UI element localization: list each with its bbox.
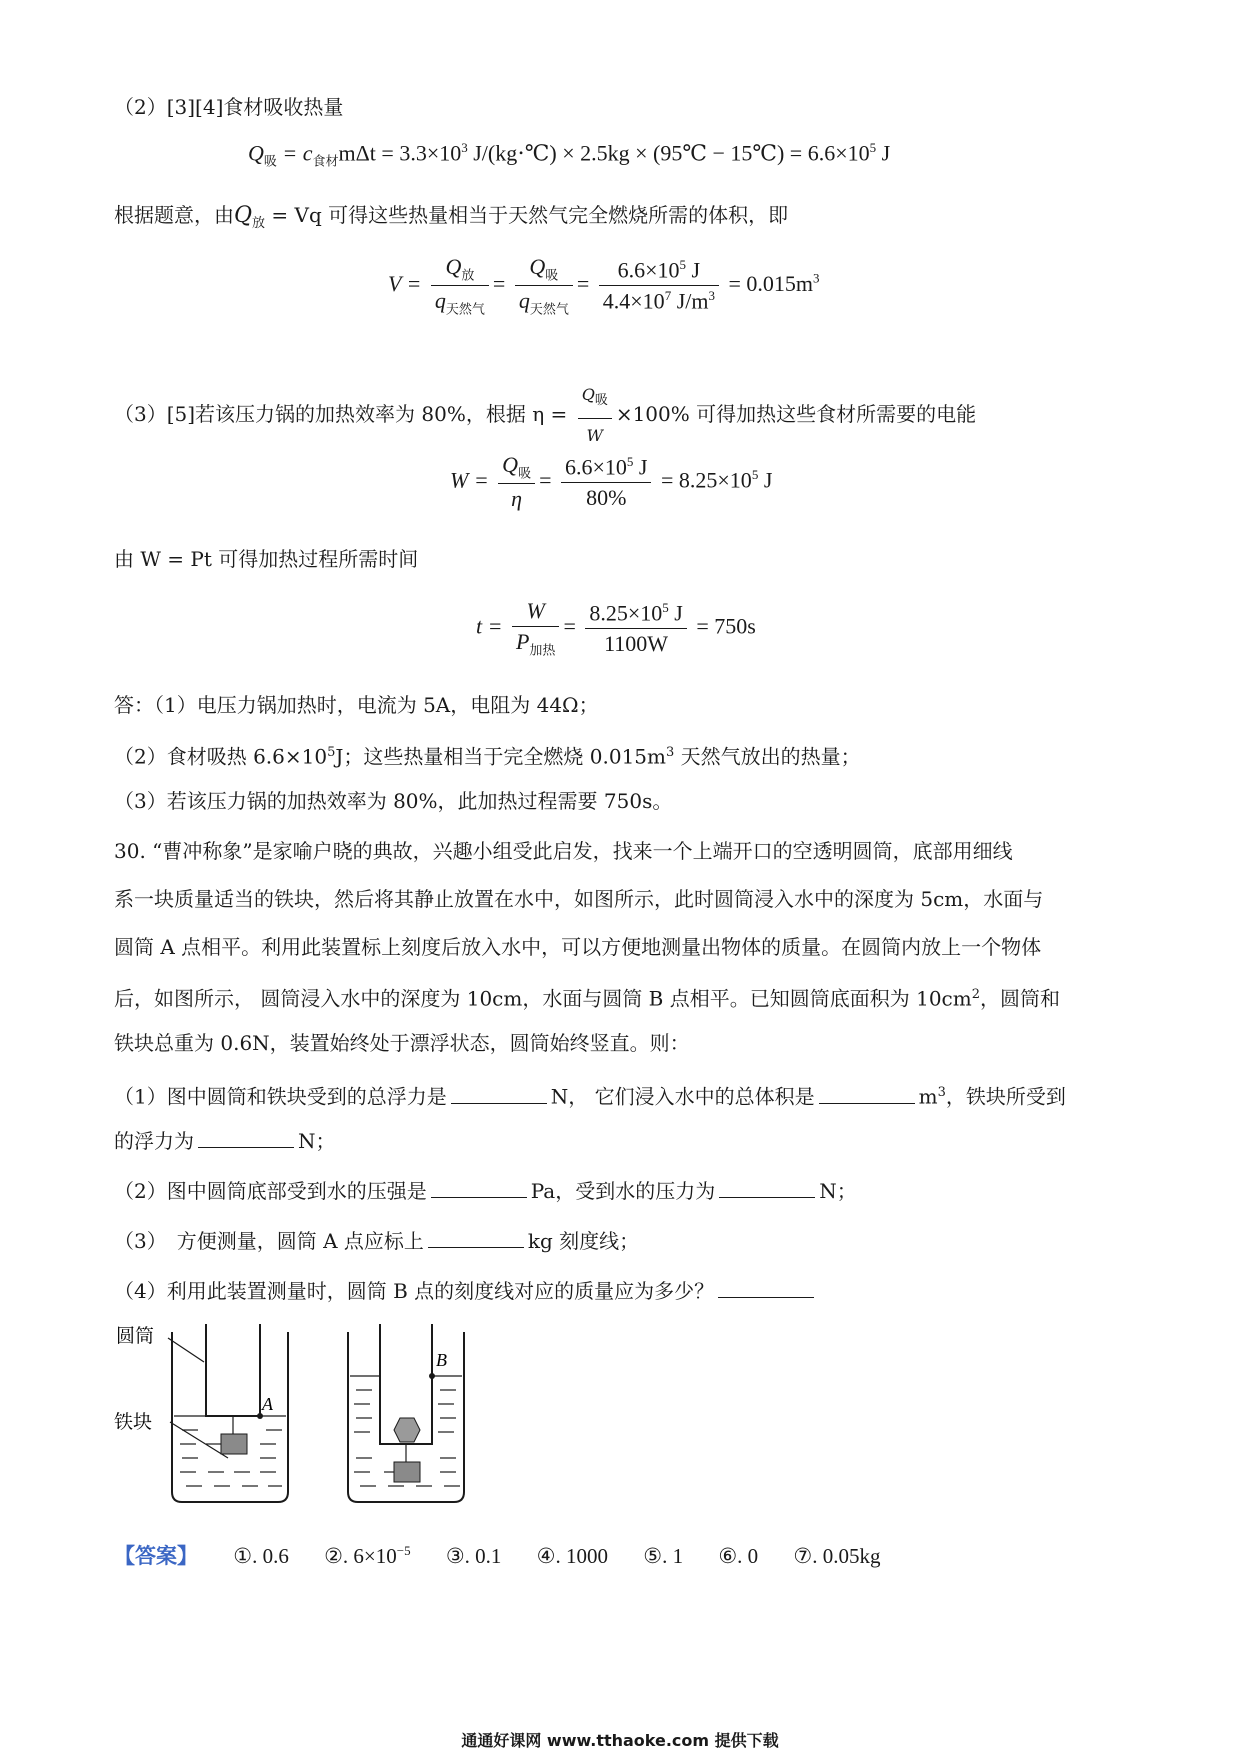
fraction-numeric-time: $\frac{8.25\times 10^5 J}{1100W}$ <box>585 600 686 657</box>
page-footer: 通通好课网 www.tthaoke.com 提供下载 <box>461 1731 779 1750</box>
answer-item-7: ⑦. 0.05kg <box>793 1544 881 1568</box>
answer-blank <box>718 1277 814 1298</box>
solution-3-text: （3）[5]若该压力锅的加热效率为 80%，根据 η = $\frac{Q_吸}{W}$ ×100% 可得加热这些食材所需要的电能 <box>114 380 976 451</box>
question-30-part-3: （3） 方便测量，圆筒 A 点应标上 kg 刻度线； <box>114 1229 640 1253</box>
formula-heating-time: t = $\frac{W}{P_{加热}}$ = $\frac{8.25\times 10^5 J}{1100W}$ = 750s <box>476 598 756 658</box>
answer-item-6: ⑥. 0 <box>718 1544 759 1568</box>
point-b <box>429 1373 435 1379</box>
question-30-line-3: 圆筒 A 点相平。利用此装置标上刻度后放入水中，可以方便地测量出物体的质量。在圆筒内放上一个物体 <box>114 935 1042 959</box>
question-30-line-2: 系一块质量适当的铁块，然后将其静止放置在水中，如图所示，此时圆筒浸入水中的深度为 5cm，水面与 <box>114 887 1044 911</box>
solution-2-intro: （2）[3][4]食材吸收热量 <box>114 95 344 119</box>
fraction-numeric-energy: $\frac{6.6\times 10^5 J}{80\%}$ <box>561 454 651 511</box>
iron-block-2 <box>394 1462 420 1482</box>
answer-blank <box>428 1227 524 1248</box>
answer-blank <box>198 1127 294 1148</box>
answer-line-1: 答：（1）电压力锅加热时，电流为 5A，电阻为 44Ω； <box>114 693 599 717</box>
fraction-q-over-eta: $\frac{Q_吸}{\eta}$ <box>498 452 535 512</box>
answer-blank <box>431 1177 527 1198</box>
tube-1 <box>206 1324 260 1416</box>
answer-line-2: （2）食材吸热 $6.6\times 10^5J$；这些热量相当于完全燃烧 $0.015m^3$ 天然气放出的热量； <box>114 744 861 769</box>
fraction-q-absorb-over-q-gas: $\frac{Q_吸}{q_{天然气}}$ <box>515 254 573 318</box>
answer-blank <box>719 1177 815 1198</box>
cylinder-diagram <box>110 1320 490 1520</box>
label-iron-block: 铁块 <box>114 1411 153 1433</box>
answer-item-5: ⑤. 1 <box>643 1544 684 1568</box>
question-30-part-1: （1）图中圆筒和铁块受到的总浮力是 N， 它们浸入水中的总体积是 $m^3$，铁块所受到 <box>114 1084 1066 1109</box>
iron-block-1 <box>221 1434 247 1454</box>
fraction-efficiency: $\frac{Q_吸}{W}$ <box>578 380 612 451</box>
leader-line-tube <box>168 1338 204 1362</box>
question-30-part-2: （2）图中圆筒底部受到水的压强是 Pa，受到水的压力为 N； <box>114 1179 857 1203</box>
question-30-line-4: 后，如图所示， 圆筒浸入水中的深度为 10cm，水面与圆筒 B 点相平。已知圆筒底面积为 $10cm^2$，圆筒和 <box>114 986 1060 1011</box>
answer-item-3: ③. 0.1 <box>445 1544 502 1568</box>
label-point-a: A <box>262 1394 273 1414</box>
solution-2-gas-text: 根据题意，由$Q_放 = Vq$ 可得这些热量相当于天然气完全燃烧所需的体积，即 <box>114 203 789 231</box>
question-30-part-1-cont: 的浮力为 N； <box>114 1129 336 1153</box>
formula-gas-volume: V = $\frac{Q_放}{q_{天然气}}$ = $\frac{Q_吸}{q_{天然气}}$ = $\frac{6.6\times 10^5 J}{4.4\times 10^7 J/m^3}$ = $0.015m^3$ <box>388 254 820 317</box>
answer-item-2: ②. $6\times 10^{-5}$ <box>324 1543 411 1568</box>
answer-key <box>114 1536 880 1571</box>
formula-electric-energy: W = $\frac{Q_吸}{\eta}$ = $\frac{6.6\times 10^5 J}{80\%}$ = $8.25\times 10^5$ J <box>450 452 773 512</box>
question-30-part-4: （4）利用此装置测量时，圆筒 B 点的刻度线对应的质量应为多少？ <box>114 1276 818 1306</box>
solution-3-time-text: 由 W = Pt 可得加热过程所需时间 <box>114 547 419 571</box>
object-hexagon <box>394 1418 420 1442</box>
fraction-numeric-volume: $\frac{6.6\times 10^5 J}{4.4\times 10^7 J/m^3}$ <box>599 257 719 315</box>
label-point-b: B <box>436 1350 447 1370</box>
label-tube: 圆筒 <box>116 1325 155 1347</box>
answer-line-3: （3）若该压力锅的加热效率为 80%，此加热过程需要 750s。 <box>114 789 673 813</box>
fraction-q-release-over-q-gas: $\frac{Q_放}{q_{天然气}}$ <box>431 254 489 318</box>
question-30-line-1: 30. “曹冲称象”是家喻户晓的典故，兴趣小组受此启发，找来一个上端开口的空透明圆筒，底部用细线 <box>114 839 1013 863</box>
fraction-w-over-p: $\frac{W}{P_{加热}}$ <box>512 598 559 658</box>
answer-label: 【答案】 <box>114 1544 198 1568</box>
answer-blank <box>451 1083 547 1104</box>
leader-line-iron <box>170 1422 228 1458</box>
answer-item-4: ④. 1000 <box>536 1544 608 1568</box>
formula-heat-absorbed: $Q_吸 = c_{食材}m\Delta t = 3.3\times 10^3$ J/(kg⋅℃) × 2.5kg × (95℃ − 15℃) = $6.6\times 10^5$ J <box>248 140 891 169</box>
question-30-line-5: 铁块总重为 0.6N，装置始终处于漂浮状态，圆筒始终竖直。则： <box>114 1031 690 1055</box>
answer-item-1: ①. 0.6 <box>233 1544 289 1568</box>
answer-blank <box>819 1083 915 1104</box>
